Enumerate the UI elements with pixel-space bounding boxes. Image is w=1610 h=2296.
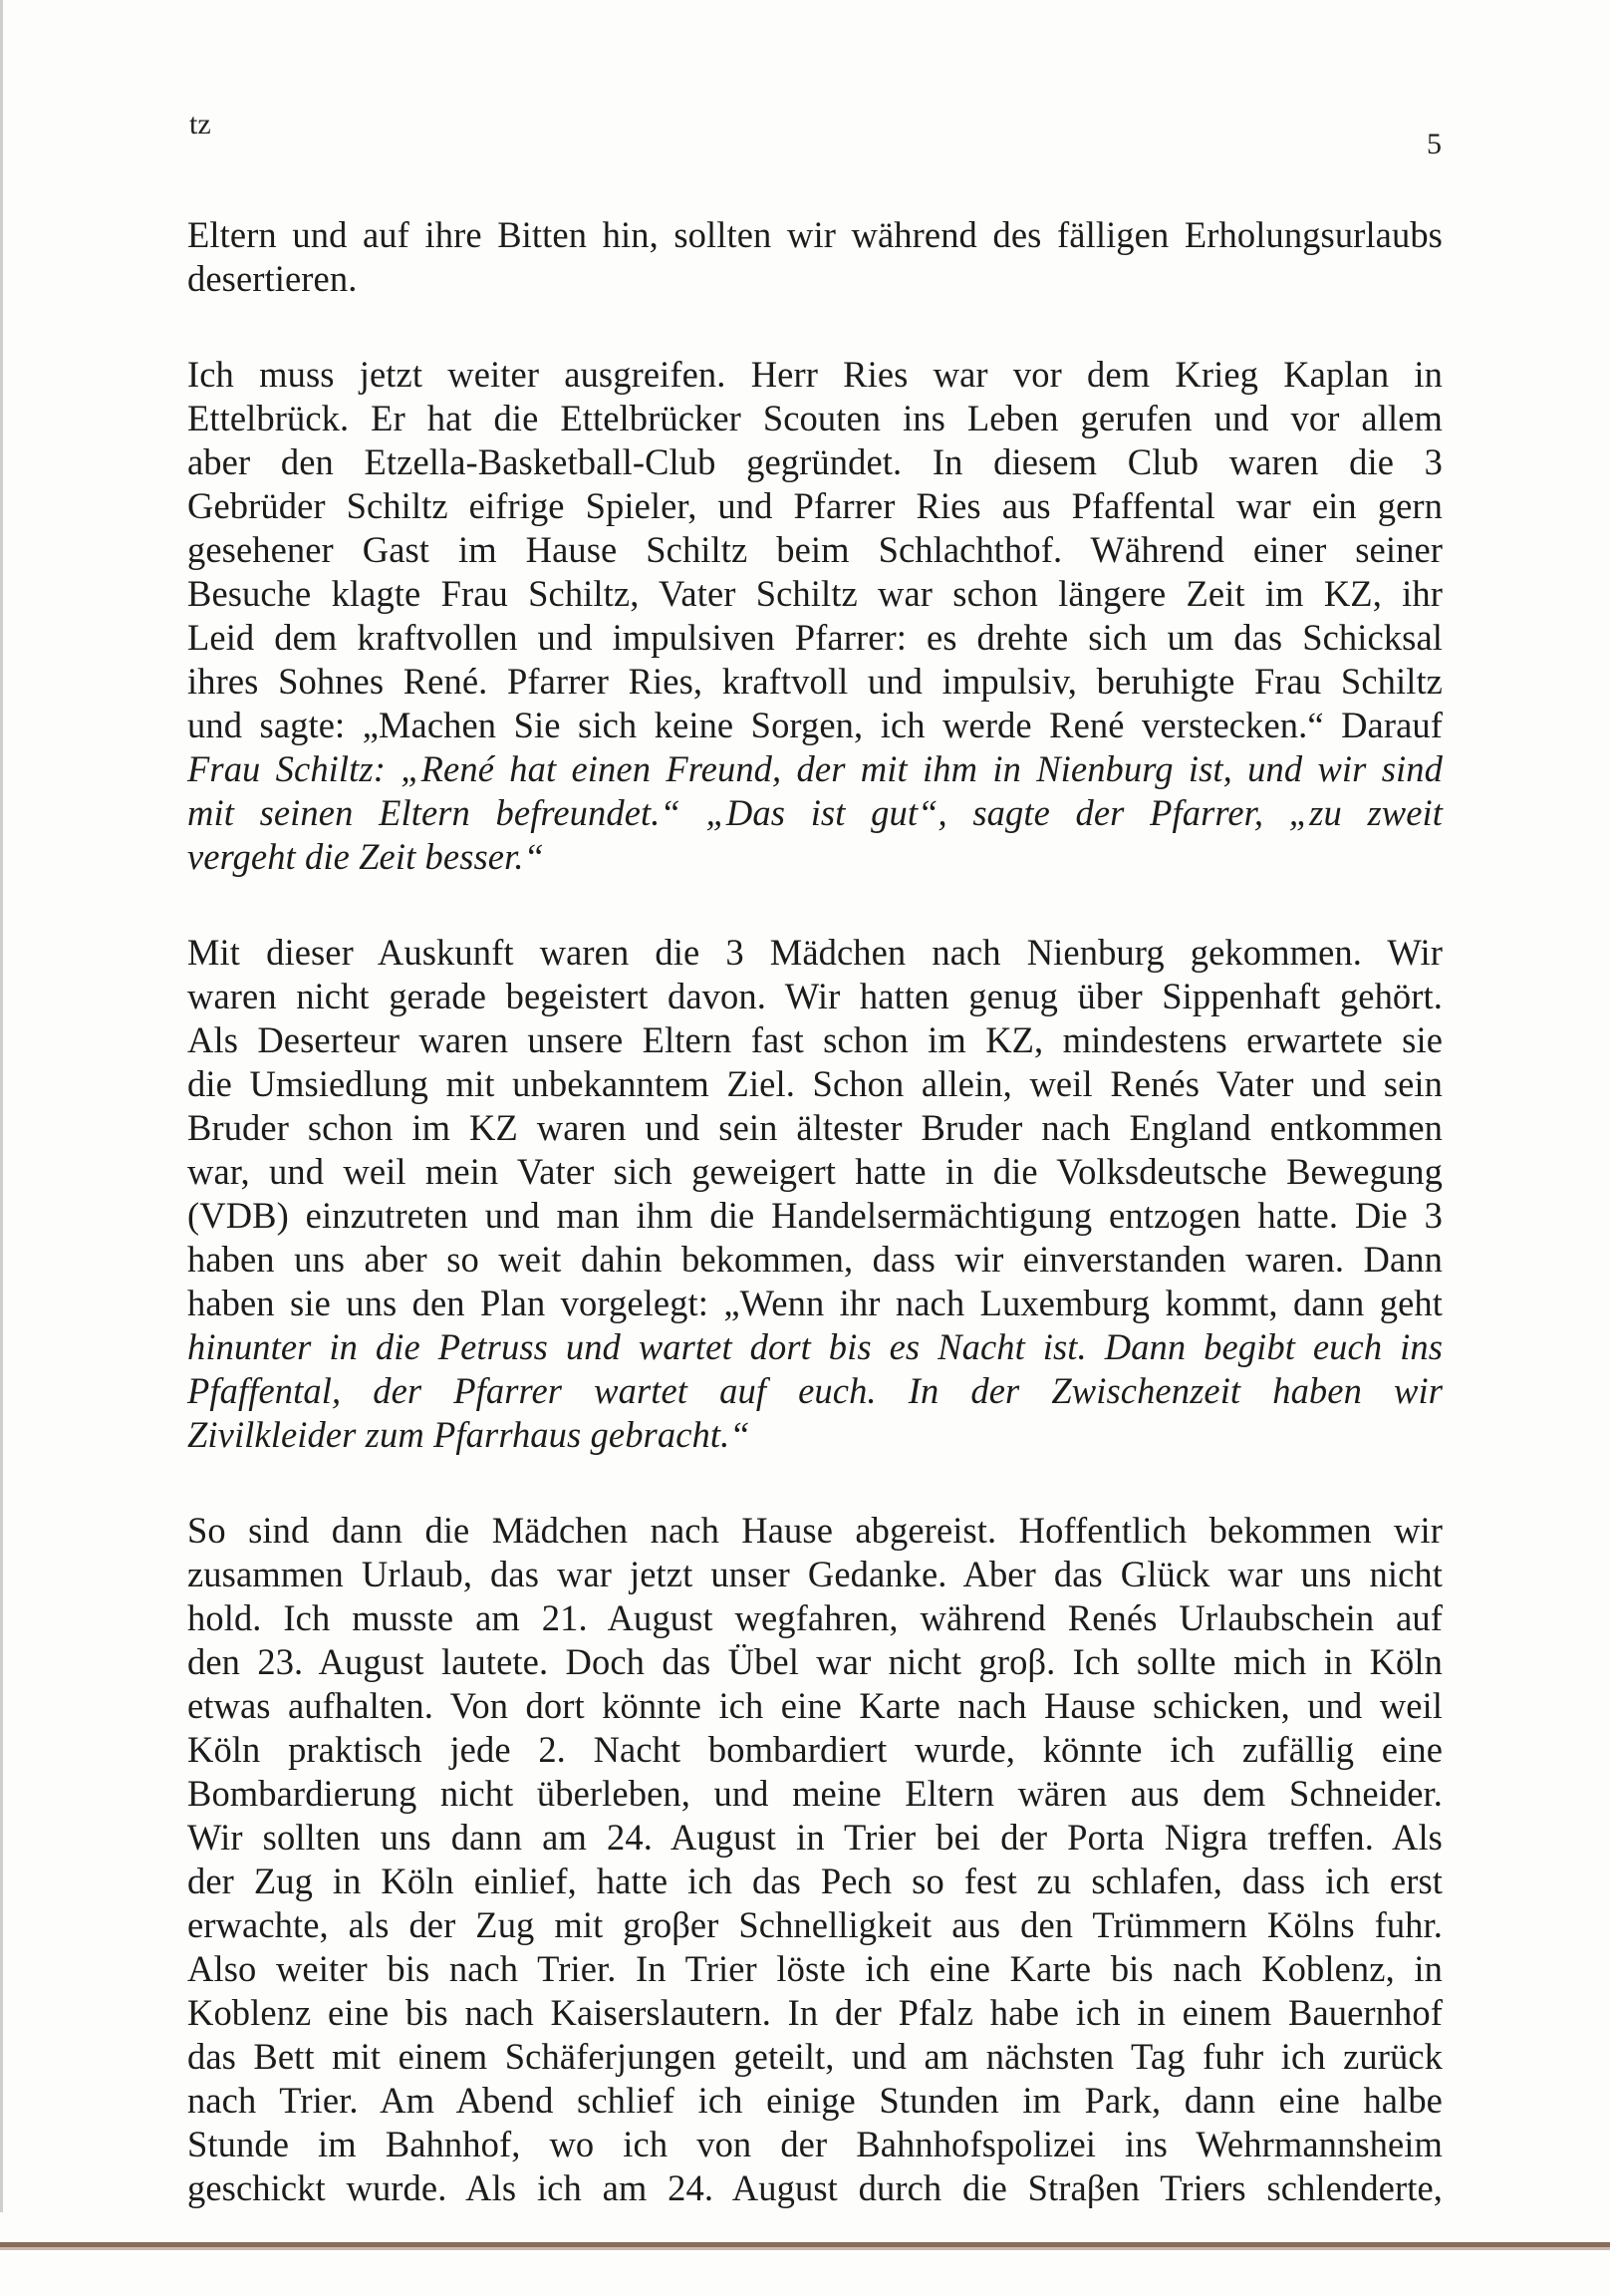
text-line-italic: hinunter in die Petruss und wartet dort bis es Nacht ist. Dann begibt euch ins — [187, 1326, 1443, 1367]
text-line: Bombardierung nicht überleben, und meine Eltern wären aus dem Schneider. — [187, 1773, 1443, 1814]
text-line-italic: vergeht die Zeit besser.“ — [187, 836, 544, 877]
paragraph — [187, 931, 1443, 1457]
text-line: So sind dann die Mädchen nach Hause abgereist. Hoffentlich bekommen wir — [187, 1510, 1443, 1551]
text-line: Besuche klagte Frau Schiltz, Vater Schiltz war schon längere Zeit im KZ, ihr — [187, 573, 1443, 614]
text-line: Ettelbrück. Er hat die Ettelbrücker Scouten ins Leben gerufen und vor allem — [187, 398, 1443, 438]
text-line: der Zug in Köln einlief, hatte ich das Pech so fest zu schlafen, dass ich erst — [187, 1861, 1443, 1901]
header-tag: tz — [189, 108, 211, 141]
text-line: etwas aufhalten. Von dort könnte ich eine Karte nach Hause schicken, und weil — [187, 1685, 1443, 1726]
text-line: Mit dieser Auskunft waren die 3 Mädchen nach Nienburg gekommen. Wir — [187, 932, 1443, 973]
page-left-edge — [0, 0, 3, 2212]
text-line: Bruder schon im KZ waren und sein ältester Bruder nach England entkommen — [187, 1107, 1443, 1148]
text-line: aber den Etzella-Basketball-Club gegründet. In diesem Club waren die 3 — [187, 441, 1443, 482]
text-line-partly-italic: und sagte: „Machen Sie sich keine Sorgen, ich werde René verstecken.“ Darauf — [187, 705, 1443, 745]
bottom-border-shadow — [0, 2247, 1610, 2250]
text-line: hold. Ich musste am 21. August wegfahren, während Renés Urlaubschein auf — [187, 1597, 1443, 1638]
text-line: Als Deserteur waren unsere Eltern fast schon im KZ, mindestens erwartete sie — [187, 1019, 1443, 1060]
text-line: gesehener Gast im Hause Schiltz beim Schlachthof. Während einer seiner — [187, 529, 1443, 570]
text-line: erwachte, als der Zug mit groβer Schnelligkeit aus den Trümmern Kölns fuhr. — [187, 1904, 1443, 1945]
text-line: Stunde im Bahnhof, wo ich von der Bahnhofspolizei ins Wehrmannsheim — [187, 2124, 1443, 2164]
text-line: Leid dem kraftvollen und impulsiven Pfarrer: es drehte sich um das Schicksal — [187, 617, 1443, 658]
text-line: desertieren. — [187, 258, 358, 299]
body-text — [187, 213, 1443, 2256]
text-line-italic: Pfaffental, der Pfarrer wartet auf euch. In der Zwischenzeit haben wir — [187, 1370, 1443, 1411]
text-line-partly-italic: mit seinen Eltern befreundet.“ „Das ist gut“, sagte der Pfarrer, „zu zweit — [187, 792, 1443, 833]
text-line: waren nicht gerade begeistert davon. Wir hatten genug über Sippenhaft gehört. — [187, 976, 1443, 1016]
text-line: Köln praktisch jede 2. Nacht bombardiert wurde, könnte ich zufällig eine — [187, 1729, 1443, 1770]
text-line: nach Trier. Am Abend schlief ich einige Stunden im Park, dann eine halbe — [187, 2080, 1443, 2121]
text-line: Ich muss jetzt weiter ausgreifen. Herr Ries war vor dem Krieg Kaplan in — [187, 354, 1443, 395]
text-line-partly-italic: Frau Schiltz: „René hat einen Freund, der mit ihm in Nienburg ist, und wir sind — [187, 748, 1443, 789]
text-line: die Umsiedlung mit unbekanntem Ziel. Schon allein, weil Renés Vater und sein — [187, 1063, 1443, 1104]
page-number: 5 — [1427, 128, 1442, 160]
text-line: Also weiter bis nach Trier. In Trier löste ich eine Karte bis nach Koblenz, in — [187, 1948, 1443, 1989]
text-line: war, und weil mein Vater sich geweigert hatte in die Volksdeutsche Bewegung — [187, 1151, 1443, 1192]
text-line: geschickt wurde. Als ich am 24. August durch die Straβen Triers schlenderte, — [187, 2167, 1443, 2208]
text-line: Eltern und auf ihre Bitten hin, sollten wir während des fälligen Erholungsurlaubs — [187, 214, 1443, 255]
text-line-partly-italic: haben sie uns den Plan vorgelegt: „Wenn ihr nach Luxemburg kommt, dann geht — [187, 1283, 1443, 1323]
paragraph — [187, 1509, 1443, 2210]
text-line: haben uns aber so weit dahin bekommen, dass wir einverstanden waren. Dann — [187, 1239, 1443, 1280]
text-line: (VDB) einzutreten und man ihm die Handelsermächtigung entzogen hatte. Die 3 — [187, 1195, 1443, 1236]
text-line-italic: Zivilkleider zum Pfarrhaus gebracht.“ — [187, 1414, 750, 1455]
paragraph — [187, 213, 1443, 301]
text-line: das Bett mit einem Schäferjungen geteilt, und am nächsten Tag fuhr ich zurück — [187, 2036, 1443, 2077]
text-line: zusammen Urlaub, das war jetzt unser Gedanke. Aber das Glück war uns nicht — [187, 1554, 1443, 1594]
paragraph — [187, 353, 1443, 879]
text-line: Koblenz eine bis nach Kaiserslautern. In der Pfalz habe ich in einem Bauernhof — [187, 1992, 1443, 2033]
text-line: Gebrüder Schiltz eifrige Spieler, und Pfarrer Ries aus Pfaffental war ein gern — [187, 485, 1443, 526]
text-line: ihres Sohnes René. Pfarrer Ries, kraftvoll und impulsiv, beruhigte Frau Schiltz — [187, 661, 1443, 702]
text-line: Wir sollten uns dann am 24. August in Trier bei der Porta Nigra treffen. Als — [187, 1817, 1443, 1858]
text-line: den 23. August lautete. Doch das Übel war nicht groβ. Ich sollte mich in Köln — [187, 1641, 1443, 1682]
